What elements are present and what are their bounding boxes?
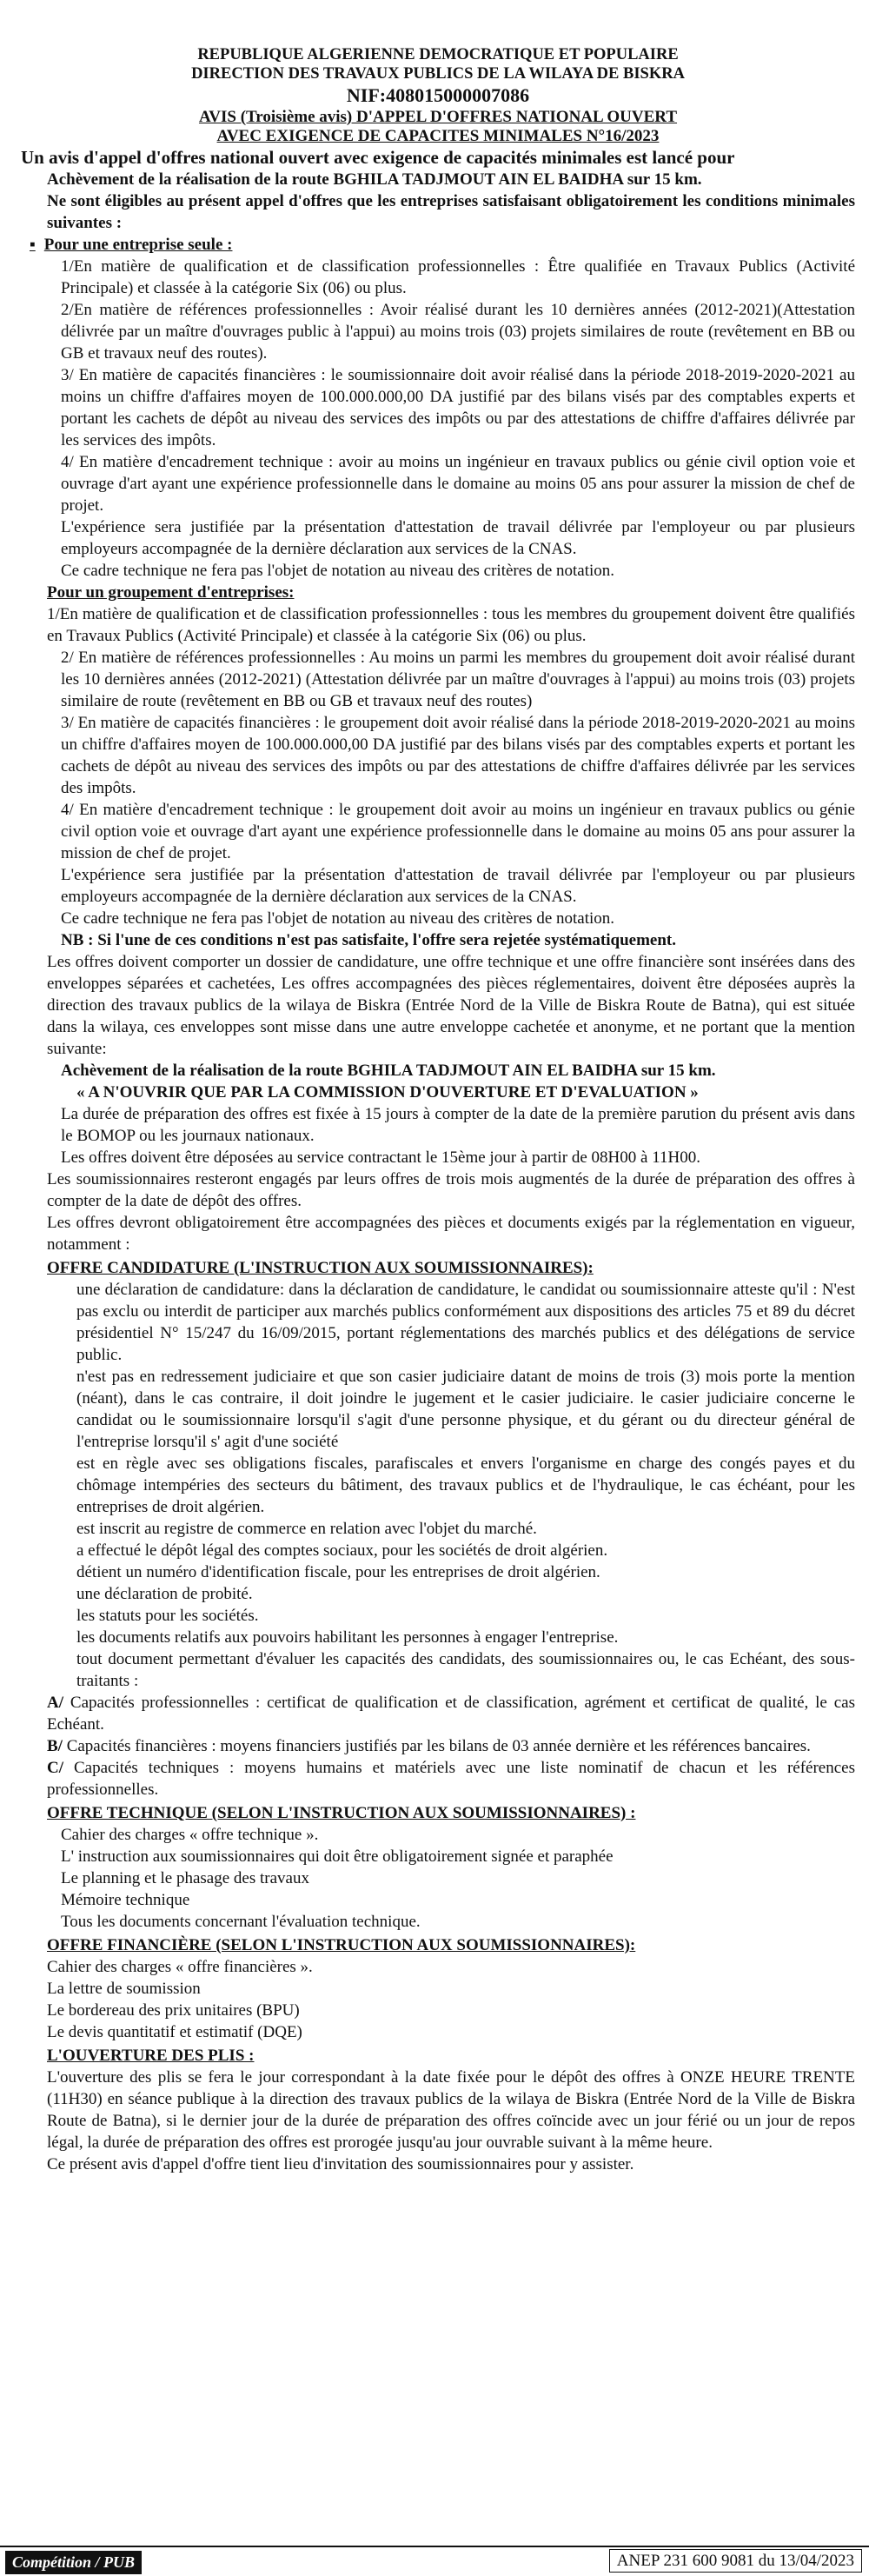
financiere-title: OFFRE FINANCIÈRE (SELON L'INSTRUCTION AUX SOUMISSIONNAIRES): (47, 1936, 636, 1954)
candidature-item: est en règle avec ses obligations fiscales, parafiscales et envers l'organisme en charge des congés payes et du chômage intempéries des secteurs du bâtiment, des travaux publics et de l'hydraulique, le cas échéant, pour les entreprises de droit algérien. (76, 1454, 855, 1516)
seule-p6: Ce cadre technique ne fera pas l'objet de notation au niveau des critères de notation. (61, 562, 615, 580)
candidature-item: a effectué le dépôt légal des comptes sociaux, pour les sociétés de droit algérien. (76, 1541, 608, 1560)
seule-title: ▪ Pour une entreprise seule : (21, 234, 855, 256)
intro-eligibility: Ne sont éligibles au présent appel d'offres que les entreprises satisfaisant obligatoirement les conditions minimales suivantes : (47, 192, 855, 232)
notice-title: AVIS (Troisième avis) D'APPEL D'OFFRES NATIONAL OUVERT (198, 108, 678, 126)
technique-item: Cahier des charges « offre technique ». (61, 1826, 319, 1844)
technique-title: OFFRE TECHNIQUE (SELON L'INSTRUCTION AUX SOUMISSIONNAIRES) : (47, 1804, 636, 1822)
technique-item: Le planning et le phasage des travaux (61, 1869, 309, 1887)
candidature-item: est inscrit au registre de commerce en relation avec l'objet du marché. (76, 1520, 537, 1538)
depot-p4: Les soumissionnaires resteront engagés par leurs offres de trois mois augmentés de la durée de préparation des offres à compter de la date de dépôt des offres. (47, 1170, 855, 1210)
technique-item: L' instruction aux soumissionnaires qui doit être obligatoirement signée et paraphée (61, 1847, 614, 1866)
ouverture-title: L'OUVERTURE DES PLIS : (47, 2047, 255, 2065)
financiere-item: Cahier des charges « offre financières ». (47, 1958, 313, 1976)
financiere-item: Le devis quantitatif et estimatif (DQE) (47, 2023, 302, 2041)
seule-p3: 3/ En matière de capacités financières : le soumissionnaire doit avoir réalisé dans la période 2018-2019-2020-2021 au moins un chiffre d'affaires moyen de 100.000.000,00 DA justifié par des bilans visés par des comptables experts et portant les cachets de dépôt au niveau des services des impôts ou par des attestations de chiffre d'affaires délivrée par les services des impôts. (61, 366, 855, 449)
candidature-item: détient un numéro d'identification fiscale, pour les entreprises de droit algérien. (76, 1563, 600, 1581)
ouverture-p2: Ce présent avis d'appel d'offre tient lieu d'invitation des soumissionnaires pour y assister. (47, 2155, 634, 2173)
candidature-item: tout document permettant d'évaluer les capacités des candidats, des soumissionnaires ou, le cas Echéant, des sous-traitants : (76, 1650, 855, 1690)
anep-reference: ANEP 231 600 9081 du 13/04/2023 (609, 2549, 862, 2573)
groupement-p1: 1/En matière de qualification et de classification professionnelles : tous les membres du groupement doivent être qualifiés en Travaux Publics (Activité Principale) et classée à la catégorie Six (06) ou plus. (47, 605, 855, 645)
capacity-a-label: A/ (47, 1694, 63, 1712)
capacity-c-label: C/ (47, 1759, 63, 1777)
candidature-item: une déclaration de candidature: dans la déclaration de candidature, le candidat ou soumissionnaire atteste qu'il : N'est pas exclu ou interdit de participer aux marchés publics conformément aux dispositions des articles 75 et 89 du décret présidentiel N° 15/247 du 16/09/2015, portant réglementations des marchés publics et des délégations de service public. (76, 1281, 855, 1364)
direction-header: DIRECTION DES TRAVAUX PUBLICS DE LA WILAYA DE BISKRA (191, 65, 685, 83)
footer-bar (0, 2546, 869, 2573)
groupement-p2: 2/ En matière de références professionnelles : Au moins un parmi les membres du groupement doit avoir réalisé durant les 10 dernières années (2012-2021) (Attestation délivrée par un maître d'ouvrages à l'appui) au moins trois (03) projets similaire de route (revêtement en BB ou GB et travaux neuf des routes) (61, 649, 855, 710)
intro-object: Achèvement de la réalisation de la route BGHILA TADJMOUT AIN EL BAIDHA sur 15 km. (47, 170, 702, 189)
financiere-item: La lettre de soumission (47, 1980, 201, 1998)
ouverture-p1: L'ouverture des plis se fera le jour correspondant à la date fixée pour le dépôt des offres à ONZE HEURE TRENTE (11H30) en séance publique à la direction des travaux publics de la wilaya de Biskra (Entrée Nord de la Ville de Biskra Route de Batna), si le dernier jour de la durée de préparation des offres coïncide avec un jour férié ou un jour de repos légal, la durée de préparation des offres est prorogée jusqu'au jour ouvrable suivant à la même heure. (47, 2068, 855, 2152)
seule-p1: 1/En matière de qualification et de classification professionnelles : Être qualifiée en Travaux Publics (Activité Principale) et classée à la catégorie Six (06) ou plus. (61, 257, 855, 297)
republic-header: REPUBLIQUE ALGERIENNE DEMOCRATIQUE ET POPULAIRE (197, 46, 679, 63)
capacity-a-text: Capacités professionnelles : certificat de qualification et de classification, agrément et certificat de qualité, le cas Echéant. (47, 1694, 856, 1734)
groupement-nb: NB : Si l'une de ces conditions n'est pas satisfaite, l'offre sera rejetée systématiquement. (61, 931, 677, 949)
groupement-p6: Ce cadre technique ne fera pas l'objet de notation au niveau des critères de notation. (61, 909, 615, 928)
capacity-financial (21, 1735, 855, 1757)
groupement-p5: L'expérience sera justifiée par la présentation d'attestation de travail délivrée par l'employeur ou par plusieurs employeurs accompagnée de la dernière déclaration aux services de la CNAS. (61, 866, 855, 906)
groupement-p3: 3/ En matière de capacités financières : le groupement doit avoir réalisé dans la période 2018-2019-2020-2021 au moins un chiffre d'affaires moyen de 100.000.000,00 DA justifié par des bilans visés par des comptables experts et portant les cachets de dépôt au niveau des services des impôts ou par des attestations de chiffre d'affaires délivrée par les services des impôts. (61, 714, 855, 797)
groupement-title: Pour un groupement d'entreprises: (47, 583, 295, 602)
groupement-p4: 4/ En matière d'encadrement technique : le groupement doit avoir au moins un ingénieur en travaux publics ou génie civil option voie et ouvrage d'art ayant une expérience professionnelle dans le domaine au moins 05 ans pour assurer la mission de chef de projet. (61, 801, 855, 862)
depot-p5: Les offres devront obligatoirement être accompagnées des pièces et documents exigés par la réglementation en vigueur, notamment : (47, 1214, 855, 1254)
seule-p4: 4/ En matière d'encadrement technique : avoir au moins un ingénieur en travaux publics ou génie civil option voie et ouvrage d'art ayant une expérience professionnelle dans le domaine au moins 05 ans pour assurer la mission de chef de projet. (61, 453, 855, 515)
technique-item: Tous les documents concernant l'évaluation technique. (61, 1913, 421, 1931)
financiere-item: Le bordereau des prix unitaires (BPU) (47, 2001, 300, 2020)
depot-mention2: « A N'OUVRIR QUE PAR LA COMMISSION D'OUVERTURE ET D'EVALUATION » (76, 1083, 699, 1102)
depot-p1: Les offres doivent comporter un dossier de candidature, une offre technique et une offre financière sont insérées dans des enveloppes séparées et cachetées, Les offres accompagnées des pièces réglementaires, doivent être déposées auprès la direction des travaux publics de la wilaya de Biskra (Entrée Nord de la Ville de Biskra Route de Batna), qui est située dans la wilaya, ces enveloppes sont misse dans une autre enveloppe cachetée et anonyme, et ne portant que la mention suivante: (47, 953, 855, 1058)
nif-number: NIF:408015000007086 (346, 84, 530, 106)
candidature-item: n'est pas en redressement judiciaire et que son casier judiciaire datant de moins de trois (3) mois porte la mention (néant), dans le cas contraire, il doit joindre le jugement et le casier judiciaire. le casier judiciaire concerne le candidat ou le soumissionnaire lorsqu'il s'agit d'une personne physique, et du gérant ou du directeur général de l'entreprise lorsqu'il s' agit d'une société (76, 1368, 855, 1451)
capacity-b-label: B/ (47, 1737, 63, 1755)
seule-p5: L'expérience sera justifiée par la présentation d'attestation de travail délivrée par l'employeur ou par plusieurs employeurs accompagnée de la dernière déclaration aux services de la CNAS. (61, 518, 855, 558)
candidature-item: les documents relatifs aux pouvoirs habilitant les personnes à engager l'entreprise. (76, 1628, 619, 1647)
notice-subtitle: AVEC EXIGENCE DE CAPACITES MINIMALES N°16/2023 (216, 127, 660, 145)
candidature-title: OFFRE CANDIDATURE (L'INSTRUCTION AUX SOUMISSIONNAIRES): (47, 1259, 594, 1277)
capacity-technical (21, 1757, 855, 1801)
publication-tag: Compétition / PUB (5, 2551, 142, 2574)
capacity-c-text: Capacités techniques : moyens humains et matériels avec une liste nominatif de chacun et les références professionnelles. (47, 1759, 855, 1799)
depot-p2: La durée de préparation des offres est fixée à 15 jours à compter de la date de la première parution du présent avis dans le BOMOP ou les journaux nationaux. (61, 1105, 855, 1145)
depot-p3: Les offres doivent être déposées au service contractant le 15ème jour à partir de 08H00 à 11H00. (61, 1148, 700, 1167)
seule-p2: 2/En matière de références professionnelles : Avoir réalisé durant les 10 dernières années (2012-2021)(Attestation délivrée par un maître d'ouvrages public à l'appui) au moins trois (03) projets similaires de route (revêtement en BB ou GB et travaux neuf des routes). (61, 301, 855, 363)
intro-lead: Un avis d'appel d'offres national ouvert avec exigence de capacités minimales est lancé pour (21, 147, 735, 168)
depot-mention1: Achèvement de la réalisation de la route BGHILA TADJMOUT AIN EL BAIDHA sur 15 km. (61, 1062, 716, 1080)
candidature-item: les statuts pour les sociétés. (76, 1607, 259, 1625)
technique-item: Mémoire technique (61, 1891, 190, 1909)
capacity-b-text: Capacités financières : moyens financiers justifiés par les bilans de 03 année dernière et les références bancaires. (66, 1737, 811, 1755)
candidature-item: une déclaration de probité. (76, 1585, 253, 1603)
capacity-professional (21, 1692, 855, 1735)
